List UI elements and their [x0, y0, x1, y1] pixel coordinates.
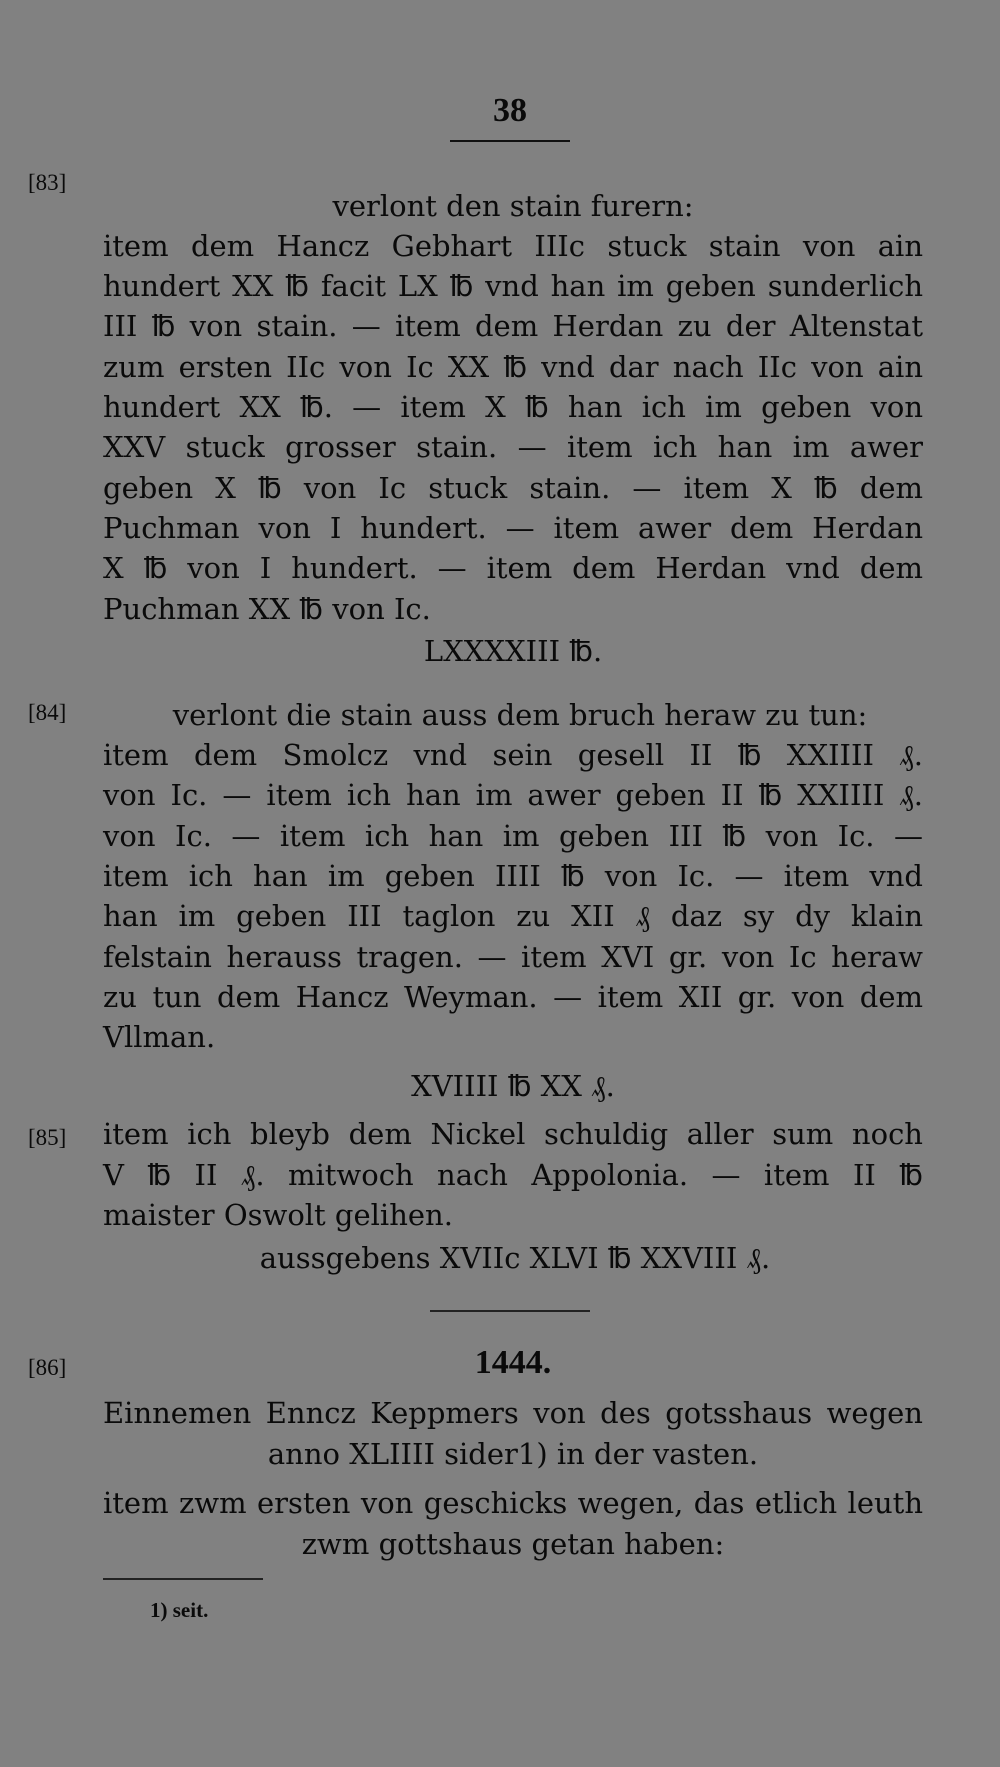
section-83-line: hundert XX ℔ facit LX ℔ vnd han im geben sunderlich [103, 269, 923, 303]
section-83-line: hundert XX ℔. — item X ℔ han ich im geben von [103, 390, 923, 424]
section-83-line: item dem Hancz Gebhart IIIc stuck stain von ain [103, 229, 923, 263]
section-85-total: aussgebens XVIIc XLVI ℔ XXVIII ₰. [259, 1241, 771, 1275]
section-85-line: V ℔ II ₰. mitwoch nach Appolonia. — item II ℔ [103, 1158, 923, 1192]
page-number: 38 [493, 92, 527, 129]
section-85-line: maister Oswolt gelihen. [103, 1198, 453, 1232]
section-84-line: felstain herauss tragen. — item XVI gr. von Ic heraw [103, 940, 923, 974]
section-divider [430, 1310, 590, 1312]
page-number-rule [450, 140, 570, 142]
section-86-line: item zwm ersten von geschicks wegen, das etlich leuth [103, 1486, 923, 1520]
section-83-line: Puchman von I hundert. — item awer dem Herdan [103, 511, 923, 545]
section-number-86: [86] [28, 1355, 67, 1380]
section-83-total: LXXXXIII ℔. [423, 634, 603, 668]
footnote: 1) seit. [150, 1598, 209, 1622]
section-83-line: XXV stuck grosser stain. — item ich han im awer [103, 430, 923, 464]
year-heading: 1444. [474, 1344, 552, 1381]
section-86-line: Einnemen Enncz Keppmers von des gotsshaus wegen [103, 1396, 923, 1430]
section-83-line: X ℔ von I hundert. — item dem Herdan vnd dem [103, 551, 923, 585]
footnote-rule [103, 1578, 263, 1580]
section-84-line: item dem Smolcz vnd sein gesell II ℔ XXIIII ₰. [103, 738, 923, 772]
section-83-line: Puchman XX ℔ von Ic. [103, 592, 431, 626]
section-84-line: zu tun dem Hancz Weyman. — item XII gr. von dem [103, 980, 923, 1014]
section-83-heading: verlont den stain furern: [332, 189, 694, 223]
section-number-84: [84] [28, 700, 67, 725]
section-84-heading: verlont die stain auss dem bruch heraw zu tun: [172, 698, 868, 732]
section-number-83: [83] [28, 170, 67, 195]
section-84-line: Vllman. [103, 1020, 216, 1054]
section-86-line: zwm gottshaus getan haben: [301, 1527, 725, 1561]
section-86-line: anno XLIIII sider1) in der vasten. [267, 1437, 759, 1471]
section-84-line: von Ic. — item ich han im geben III ℔ von Ic. — [103, 819, 923, 853]
section-83-line: geben X ℔ von Ic stuck stain. — item X ℔ dem [103, 471, 923, 505]
section-84-line: han im geben III taglon zu XII ₰ daz sy dy klain [103, 899, 923, 933]
section-83-line: zum ersten IIc von Ic XX ℔ vnd dar nach IIc von ain [103, 350, 923, 384]
section-84-total: XVIIII ℔ XX ₰. [411, 1069, 615, 1103]
section-85-line: item ich bleyb dem Nickel schuldig aller sum noch [103, 1117, 923, 1151]
section-84-line: von Ic. — item ich han im awer geben II ℔ XXIIII ₰. [103, 778, 923, 812]
section-83-line: III ℔ von stain. — item dem Herdan zu der Altenstat [103, 309, 923, 343]
section-84-line: item ich han im geben IIII ℔ von Ic. — item vnd [103, 859, 923, 893]
section-number-85: [85] [28, 1125, 67, 1150]
